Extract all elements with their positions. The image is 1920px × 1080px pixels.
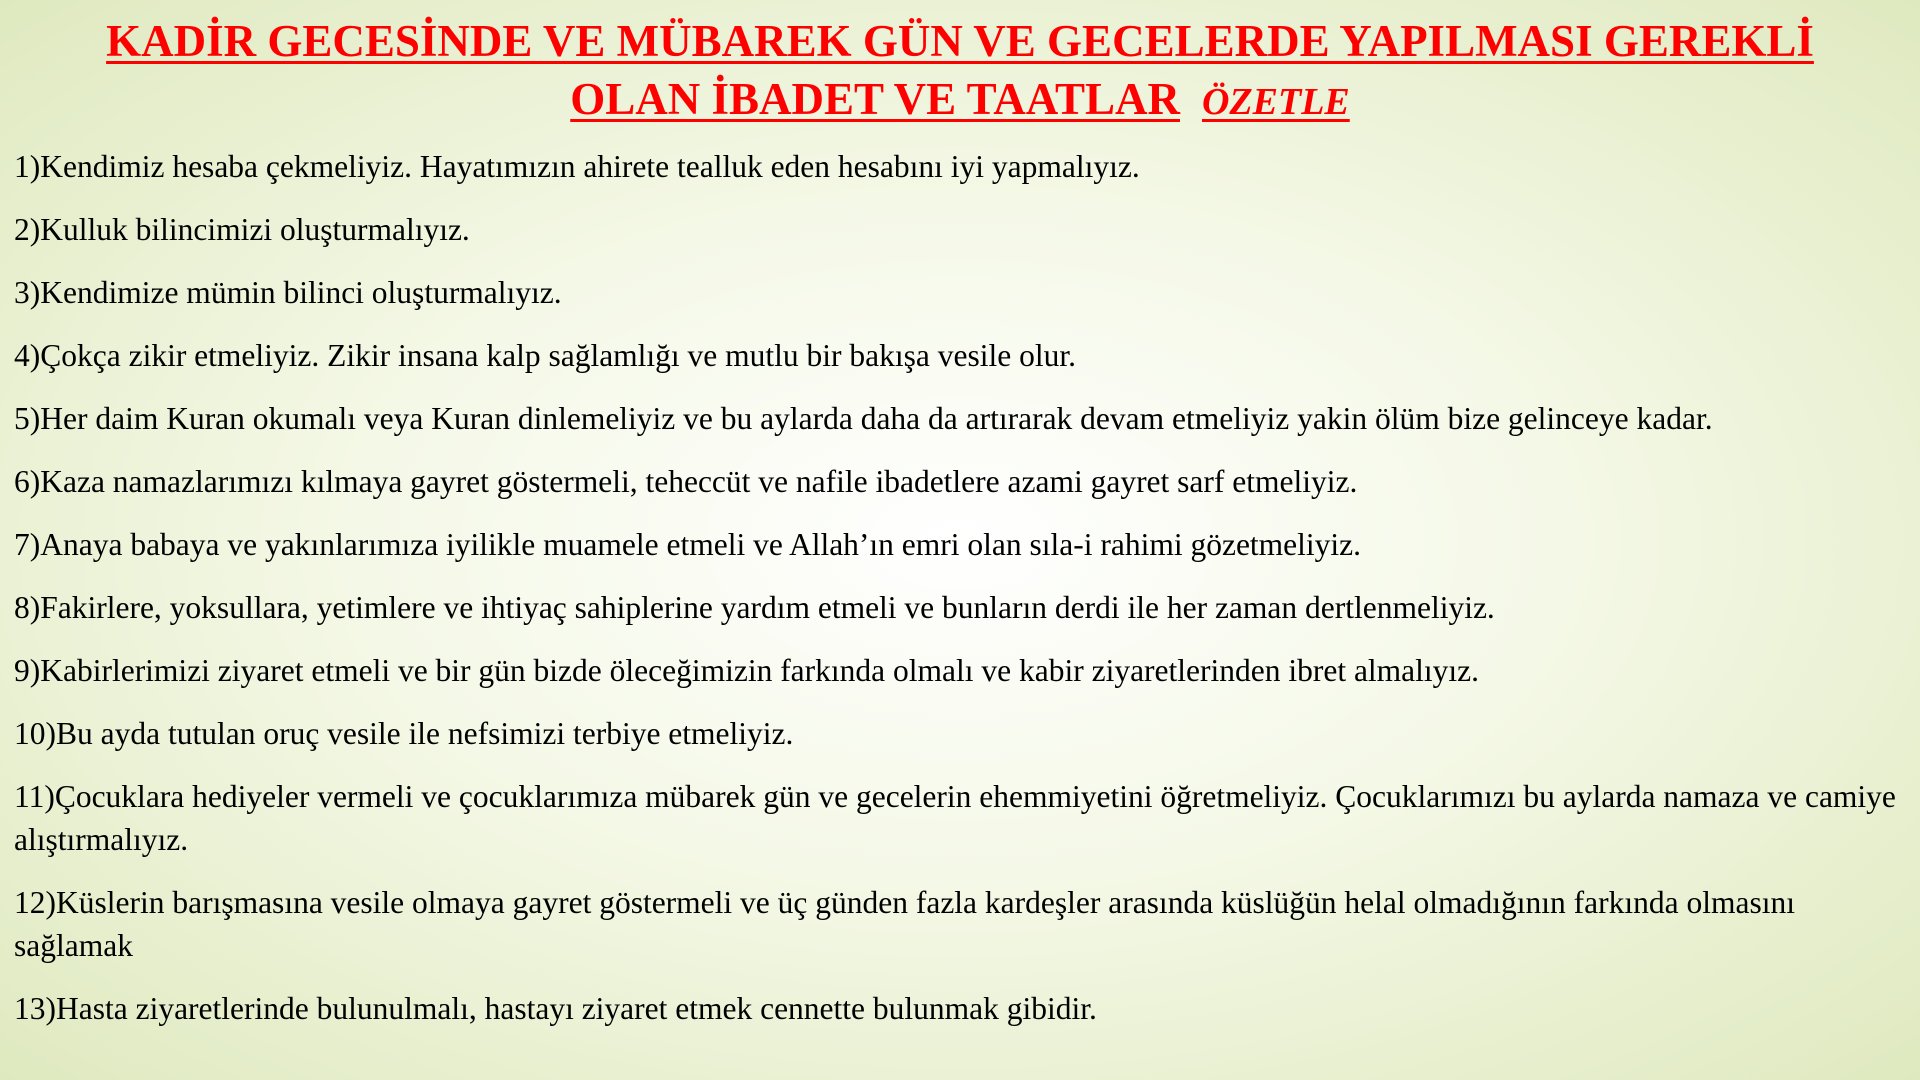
list-item-3: 3)Kendimize mümin bilinci oluşturmalıyız. bbox=[14, 275, 562, 310]
list-item-13: 13)Hasta ziyaretlerinde bulunulmalı, hastayı ziyaret etmek cennette bulunmak gibidir. bbox=[14, 991, 1097, 1026]
item-list bbox=[14, 145, 1906, 1030]
slide-title bbox=[14, 12, 1906, 131]
list-item-12: 12)Küslerin barışmasına vesile olmaya gayret göstermeli ve üç günden fazla kardeşler arasında küslüğün helal olmadığının farkında olmasını sağlamak bbox=[14, 885, 1795, 963]
list-item-9: 9)Kabirlerimizi ziyaret etmeli ve bir gün bizde öleceğimizin farkında olmalı ve kabir ziyaretlerinden ibret almalıyız. bbox=[14, 653, 1480, 688]
list-item-7: 7)Anaya babaya ve yakınlarımıza iyilikle muamele etmeli ve Allah’ın emri olan sıla-i rahimi gözetmeliyiz. bbox=[14, 527, 1362, 562]
list-item-11: 11)Çocuklara hediyeler vermeli ve çocuklarımıza mübarek gün ve gecelerin ehemmiyetini öğretmeliyiz. Çocuklarımızı bu aylarda namaza ve camiye alıştırmalıyız. bbox=[14, 779, 1896, 857]
list-item-5: 5)Her daim Kuran okumalı veya Kuran dinlemeliyiz ve bu aylarda daha da artırarak devam etmeliyiz yakin ölüm bize gelinceye kadar. bbox=[14, 401, 1713, 436]
list-item-8: 8)Fakirlere, yoksullara, yetimlere ve ihtiyaç sahiplerine yardım etmeli ve bunların derdi ile her zaman dertlenmeliyiz. bbox=[14, 590, 1495, 625]
title-line-1: KADİR GECESİNDE VE MÜBAREK GÜN VE GECELERDE YAPILMASI GEREKLİ bbox=[106, 16, 1814, 66]
title-line-2 bbox=[14, 70, 1906, 131]
list-item-6: 6)Kaza namazlarımızı kılmaya gayret göstermeli, teheccüt ve nafile ibadetlere azami gayret sarf etmeliyiz. bbox=[14, 464, 1358, 499]
list-item-2: 2)Kulluk bilincimizi oluşturmalıyız. bbox=[14, 212, 470, 247]
list-item-4: 4)Çokça zikir etmeliyiz. Zikir insana kalp sağlamlığı ve mutlu bir bakışa vesile olur. bbox=[14, 338, 1076, 373]
title-suffix: ÖZETLE bbox=[1201, 81, 1350, 123]
list-item-1: 1)Kendimiz hesaba çekmeliyiz. Hayatımızın ahirete tealluk eden hesabını iyi yapmalıyız. bbox=[14, 149, 1140, 184]
title-line-2-text: OLAN İBADET VE TAATLAR bbox=[570, 74, 1180, 124]
list-item-10: 10)Bu ayda tutulan oruç vesile ile nefsimizi terbiye etmeliyiz. bbox=[14, 716, 794, 751]
